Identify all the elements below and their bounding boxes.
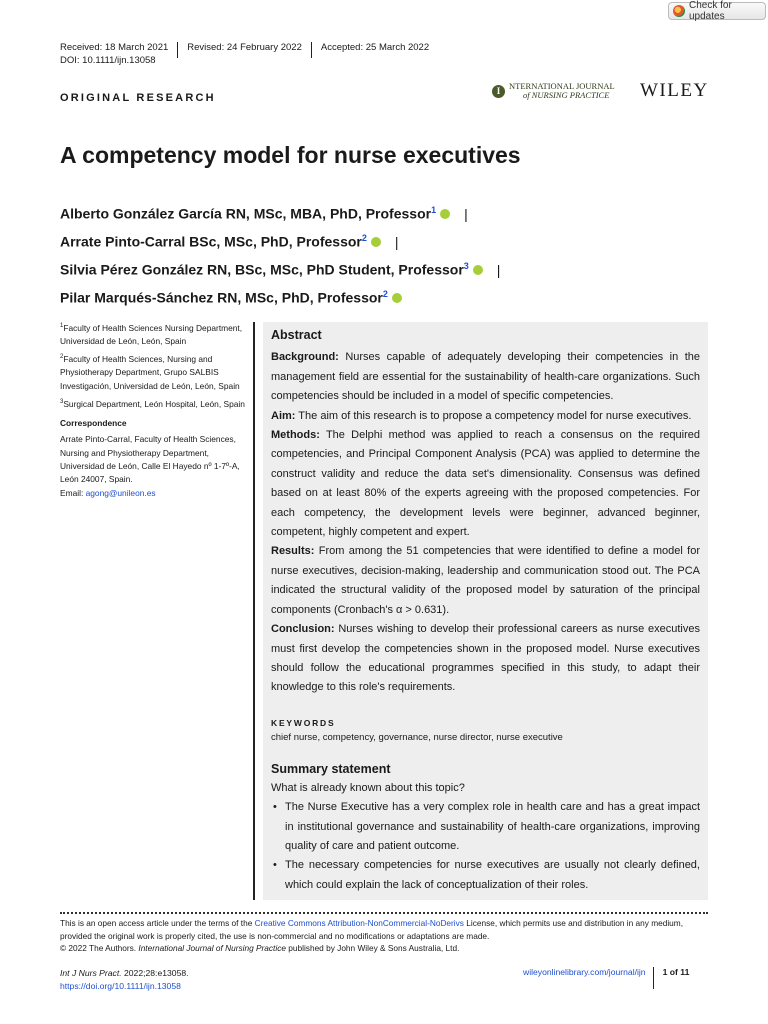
- article-title: A competency model for nurse executives: [60, 142, 521, 168]
- history-dates: [60, 39, 429, 55]
- footer-citation: Int J Nurs Pract. 2022;28:e13058. https://doi.org/10.1111/ijn.13058: [60, 968, 189, 991]
- affiliation-ref[interactable]: 2: [382, 289, 388, 300]
- correspondence-email-link[interactable]: agong@unileon.es: [85, 487, 156, 498]
- journal-name-line2: of NURSING PRACTICE: [523, 90, 610, 100]
- doi: DOI: 10.1111/ijn.13058: [60, 55, 156, 66]
- received-date: Received: 18 March 2021: [60, 41, 169, 53]
- abstract-results: Results: From among the 51 competencies that were identified to define a model for nurse executives, decision-making, leadership and communication stood out. The PCA indicated the structural validity of the proposed model by saturation of the principal components (Cronbach's α > 0.631).: [271, 545, 700, 616]
- crossmark-icon: [673, 5, 685, 17]
- author-separator: |: [496, 261, 501, 278]
- journal-name-line1: NTERNATIONAL JOURNAL: [509, 81, 615, 91]
- divider: [653, 967, 654, 989]
- author-2[interactable]: Arrate Pinto-Carral BSc, MSc, PhD, Professor$^2$ |: [60, 233, 399, 250]
- accepted-date: Accepted: 25 March 2022: [320, 41, 430, 53]
- publisher-logo: WILEY: [640, 80, 709, 101]
- affiliation-2: $^2$Faculty of Health Sciences, Nursing and Physiotherapy Department, Grupo SALBIS Investigación, Universidad de León, León, Spain: [60, 354, 240, 391]
- affiliations: [60, 320, 250, 503]
- affiliation-ref[interactable]: 1: [431, 205, 437, 215]
- affiliation-3: $^3$Surgical Department, León Hospital, León, Spain: [60, 398, 245, 409]
- summary-bullets: [271, 798, 700, 895]
- list-item: • The Nurse Executive has a very complex role in health care and has a great impact in institutional governance and sustainability of health-care organizations, improving quality of care and patient outcome.: [271, 798, 700, 856]
- journal-logo: [492, 82, 615, 100]
- check-for-updates-button[interactable]: [668, 2, 766, 20]
- abstract-aim: Aim: The aim of this research is to propose a competency model for nurse executives.: [271, 409, 692, 422]
- correspondence-address: Arrate Pinto-Carral, Faculty of Health Sciences, Nursing and Physiotherapy Department, Universidad de León, Calle El Hayedo nº 1-7º-A, León 24007, Spain. Email: agong@unileon.es: [60, 434, 240, 498]
- column-divider: [253, 322, 255, 900]
- divider: [311, 42, 312, 58]
- affiliation-1: $^1$Faculty of Health Sciences Nursing Department, Universidad de León, León, Spain: [60, 322, 243, 347]
- list-item: • The necessary competencies for nurse executives are usually not clearly defined, which could explain the lack of conceptualization of their roles.: [271, 856, 700, 895]
- license-link[interactable]: Creative Commons Attribution-NonCommercial-NoDerivs: [254, 918, 464, 928]
- revised-date: Revised: 24 February 2022: [187, 41, 302, 53]
- summary-question: What is already known about this topic?: [271, 781, 465, 794]
- author-list: [60, 198, 500, 311]
- author-4[interactable]: Pilar Marqués-Sánchez RN, MSc, PhD, Professor$^2$: [60, 282, 500, 310]
- abstract-conclusion: Conclusion: Nurses wishing to develop their professional careers as nurse executives must first develop the competencies shown in the proposed model. Nurse executives should follow the educational programmes specified in this study, to adapt their knowledge to this role's requirements.: [271, 623, 700, 694]
- author-separator: |: [464, 205, 468, 222]
- doi-link[interactable]: https://doi.org/10.1111/ijn.13058: [60, 981, 181, 991]
- affiliation-ref[interactable]: 2: [361, 233, 367, 244]
- correspondence-title: Correspondence: [60, 418, 127, 429]
- abstract-methods: Methods: The Delphi method was applied to reach a consensus on the required competencies, and Principal Component Analysis (PCA) was applied to determine the construct validity and reduce the data set's dimensionality. Consensus was defined based on at least 80% of the experts agreeing with the proposed competencies. For each competency, the development levels were beginner, advanced beginner, competent, highly competent and expert.: [271, 429, 700, 539]
- keywords: chief nurse, competency, governance, nurse director, nurse executive: [271, 731, 563, 743]
- article-type: ORIGINAL RESEARCH: [60, 92, 216, 104]
- orcid-icon[interactable]: [392, 293, 402, 303]
- abstract-heading: Abstract: [271, 328, 322, 342]
- orcid-icon[interactable]: [371, 237, 381, 247]
- keywords-title: KEYWORDS: [271, 717, 336, 728]
- journal-name: [509, 82, 615, 100]
- footnote-divider: [60, 912, 708, 914]
- abstract-background: Background: Nurses capable of adequately developing their competencies in the management field are essential for the sustainability of health-care organizations. Such competencies should be included in a model of specific competencies.: [271, 351, 700, 403]
- check-for-updates-label: Check for updates: [689, 0, 732, 22]
- journal-site-link[interactable]: wileyonlinelibrary.com/journal/ijn: [523, 967, 646, 977]
- divider: [177, 42, 178, 58]
- copyright: © 2022 The Authors. International Journal of Nursing Practice published by John Wiley & Sons Australia, Ltd.: [60, 943, 460, 953]
- author-3[interactable]: Silvia Pérez González RN, BSc, MSc, PhD Student, Professor$^3$ |: [60, 261, 501, 278]
- author-1[interactable]: Alberto González García RN, MSc, MBA, PhD, Professor$^1$ |: [60, 205, 468, 222]
- abstract-content: [271, 326, 700, 895]
- orcid-icon[interactable]: [440, 209, 450, 219]
- footer-page-info: [523, 967, 689, 989]
- affiliation-ref[interactable]: 3: [463, 261, 469, 272]
- author-separator: |: [394, 233, 399, 250]
- orcid-icon[interactable]: [473, 265, 483, 275]
- license-notice: This is an open access article under the terms of the Creative Commons Attribution-NonCommercial-NoDerivs License, which permits use and distribution in any medium, provided the original work is properly cited, the use is non-commercial and no modifications or adaptations are made. © 2022 The Authors. International Journal of Nursing Practice published by John Wiley & Sons Australia, Ltd.: [60, 917, 708, 955]
- summary-title: Summary statement: [271, 761, 391, 776]
- page-number: 1 of 11: [662, 967, 690, 977]
- journal-logo-icon: I: [492, 85, 505, 98]
